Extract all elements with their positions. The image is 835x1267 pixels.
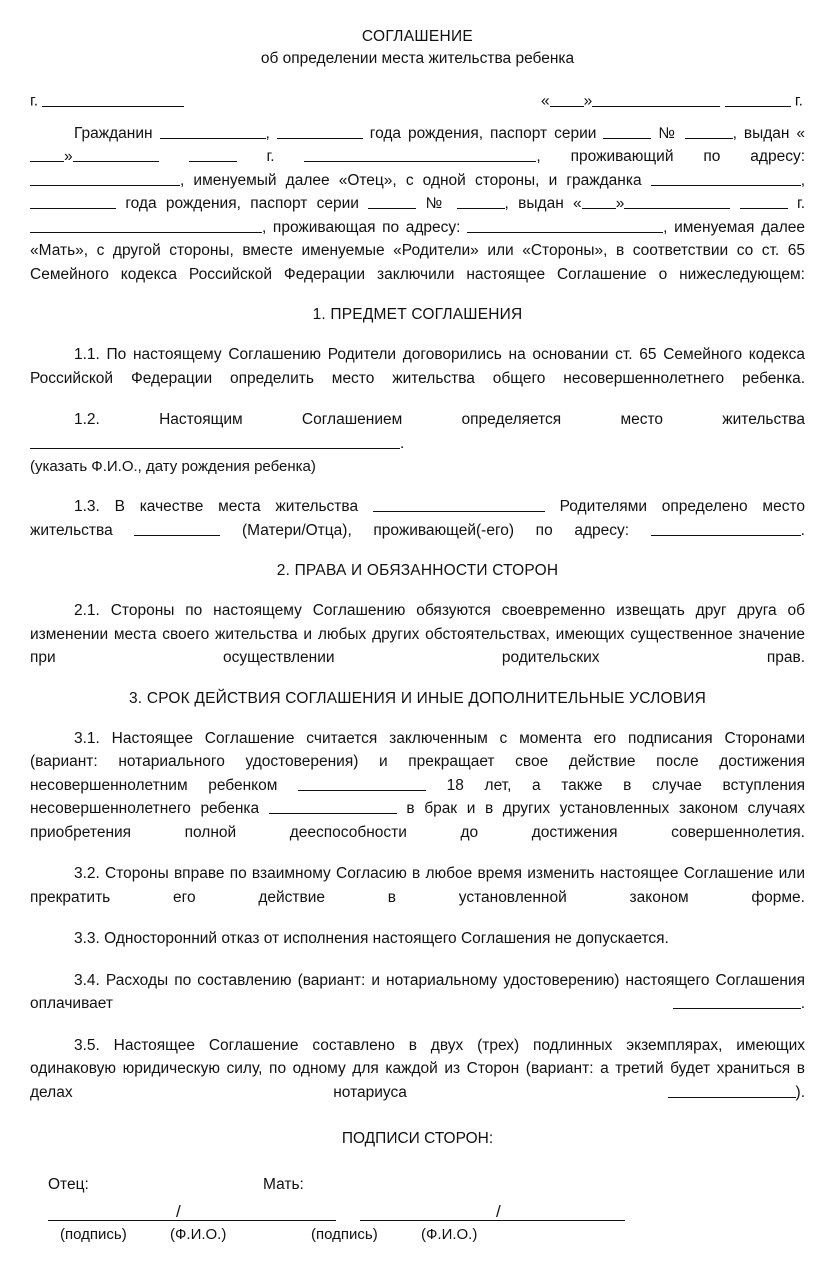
- preamble-birth-passport-label: года рождения, паспорт серии: [369, 124, 597, 142]
- father-issue-year-blank[interactable]: [189, 147, 237, 163]
- preamble-issued-label-2: , выдан «: [504, 195, 582, 213]
- preamble-birth-passport-label-2: года рождения, паспорт серии: [125, 195, 359, 213]
- mother-passport-series-blank[interactable]: [368, 194, 416, 210]
- signature-block: [30, 1175, 805, 1267]
- clause-3-1-text-b: 18 лет, а также в случае вступления несовершеннолетнего ребенка: [30, 776, 806, 818]
- clause-1-3-text-c: (Матери/Отца), проживающей(-его) по адресу:: [241, 521, 630, 539]
- father-birthyear-blank[interactable]: [277, 123, 363, 139]
- preamble-grazhdanin-label: Гражданин: [74, 124, 153, 142]
- clause-1-2: [30, 408, 805, 432]
- father-passport-issuer-blank[interactable]: [304, 147, 536, 163]
- clause-3-3: 3.3. Односторонний отказ от исполнения настоящего Соглашения не допускается.: [74, 930, 669, 948]
- preamble-issued-label-1: , выдан: [732, 124, 790, 142]
- clause-3-4-period: .: [800, 995, 805, 1013]
- preamble-closing-text: именуемая далее «Мать», с другой стороны, вместе именуемые «Родители» или «Стороны», в соответствии со ст. 65 Семейного кодекса Российской Федерации заключили настоящее Соглашение о нижеследующем:: [30, 218, 806, 283]
- notary-blank[interactable]: [668, 1082, 796, 1098]
- clause-1-3-period: .: [800, 521, 805, 539]
- date-day-blank[interactable]: [550, 91, 584, 107]
- father-signature-slash: /: [176, 1202, 181, 1222]
- clause-3-1-text-a: 3.1. Настоящее Соглашение считается заключенным с момента его подписания Сторонами (вариант: нотариального удостоверения) и прекращает свое действие после достижения несовершеннолетним ребенком: [30, 729, 805, 794]
- clause-1-3: [30, 495, 805, 542]
- clause-3-1-text-c: в брак и в других установленных законом случаях приобретения полной дееспособности до достижения совершеннолетия.: [30, 800, 806, 841]
- father-passport-series-blank[interactable]: [603, 123, 651, 139]
- date-month-blank[interactable]: [592, 91, 720, 107]
- father-issue-day-blank[interactable]: [30, 147, 64, 163]
- child-fullname-blank[interactable]: [30, 433, 400, 449]
- clause-3-4: [30, 969, 805, 1016]
- date-close-quote: »: [583, 92, 593, 110]
- residence-parent-blank[interactable]: [134, 520, 220, 536]
- section-heading-2: 2. ПРАВА И ОБЯЗАННОСТИ СТОРОН: [276, 562, 559, 580]
- father-role-label: Отец:: [48, 1176, 89, 1194]
- mother-address-blank[interactable]: [467, 217, 663, 233]
- clause-1-3-text-b: Родителями определено место жительства: [30, 498, 805, 539]
- child-age-blank-1[interactable]: [298, 775, 426, 791]
- clause-3-5-text: 3.5. Настоящее Соглашение составлено в двух (трех) подлинных экземплярах, имеющих одинаковую юридическую силу, по одному для каждой из Сторон (вариант: а третий будет храниться в делах нотариуса: [30, 1036, 805, 1101]
- clause-2-1: 2.1. Стороны по настоящему Соглашению обязуются своевременно извещать друг друга об изменении места своего жительства и любых других обстоятельствах, имеющих существенное значение при осуществлении родительских прав.: [30, 602, 805, 667]
- preamble-comma-1: ,: [265, 124, 270, 142]
- preamble-year-suffix-2: г.: [796, 195, 806, 213]
- child-age-blank-2[interactable]: [269, 799, 397, 815]
- mother-issue-year-blank[interactable]: [740, 194, 788, 210]
- preamble-number-sign-1: №: [658, 124, 678, 142]
- father-address-blank[interactable]: [30, 170, 180, 186]
- father-signature-line[interactable]: [48, 1220, 336, 1221]
- preamble-comma-3: ,: [663, 218, 668, 236]
- mother-passport-number-blank[interactable]: [457, 194, 505, 210]
- clause-1-2-text: 1.2. Настоящим Соглашением определяется место жительства: [74, 411, 805, 429]
- mother-issue-day-blank[interactable]: [582, 194, 616, 210]
- clause-3-2: 3.2. Стороны вправе по взаимному Согласию в любое время изменить настоящее Соглашение или прекратить его действие в установленной законом форме.: [30, 865, 805, 906]
- date-field: [541, 91, 805, 112]
- city-date-row: [30, 91, 805, 112]
- mother-issue-month-blank[interactable]: [624, 194, 730, 210]
- preamble-residing-label-1: , проживающий по адресу:: [536, 148, 806, 166]
- clause-3-5-close: ).: [795, 1083, 806, 1101]
- expenses-payer-blank[interactable]: [673, 994, 801, 1010]
- clause-1-3-text-a: 1.3. В качестве места жительства: [74, 498, 359, 516]
- date-open-quote: «: [541, 92, 550, 110]
- mother-signature-caption: (подпись): [311, 1226, 378, 1244]
- clause-3-1: [30, 727, 805, 845]
- city-field: [30, 91, 184, 112]
- section-heading-3: 3. СРОК ДЕЙСТВИЯ СОГЛАШЕНИЯ И ИНЫЕ ДОПОЛНИТЕЛЬНЫЕ УСЛОВИЯ: [128, 689, 706, 707]
- preamble-close-quote-2: »: [615, 195, 625, 213]
- city-blank[interactable]: [42, 91, 184, 107]
- father-issue-month-blank[interactable]: [73, 147, 159, 163]
- mother-birthyear-blank[interactable]: [30, 194, 116, 210]
- mother-passport-issuer-blank[interactable]: [30, 217, 262, 233]
- date-year-blank[interactable]: [725, 91, 791, 107]
- clause-1-1: 1.1. По настоящему Соглашению Родители договорились на основании ст. 65 Семейного кодекса Российской Федерации определить место жительства общего несовершеннолетнего ребенка.: [30, 346, 805, 387]
- preamble-number-sign-2: №: [425, 195, 448, 213]
- preamble-close-quote-1: »: [64, 148, 73, 166]
- residence-address-blank[interactable]: [651, 520, 801, 536]
- clause-1-2-hint: (указать Ф.И.О., дату рождения ребенка): [30, 458, 316, 476]
- mother-name-blank[interactable]: [651, 170, 801, 186]
- clause-3-5: [30, 1034, 805, 1105]
- date-year-suffix: г.: [794, 92, 803, 110]
- clause-3-4-text: 3.4. Расходы по составлению (вариант: и нотариальному удостоверению) настоящего Соглашения оплачивает: [30, 971, 805, 1013]
- city-label: г.: [30, 92, 39, 110]
- father-fullname-caption: (Ф.И.О.): [170, 1226, 227, 1244]
- mother-role-label: Мать:: [263, 1176, 304, 1194]
- clause-1-2-blank-row: [30, 432, 805, 456]
- page-title: СОГЛАШЕНИЕ: [361, 28, 474, 45]
- signatures-heading: ПОДПИСИ СТОРОН:: [341, 1130, 494, 1148]
- mother-signature-slash: /: [496, 1202, 501, 1222]
- father-passport-number-blank[interactable]: [685, 123, 733, 139]
- page-subtitle: об определении места жительства ребенка: [260, 50, 575, 67]
- preamble-year-suffix-1: г.: [266, 148, 275, 166]
- preamble-paragraph: [30, 122, 805, 287]
- preamble-open-quote-1: «: [796, 124, 806, 142]
- father-signature-caption: (подпись): [60, 1226, 127, 1244]
- mother-fullname-caption: (Ф.И.О.): [421, 1226, 478, 1244]
- father-name-blank[interactable]: [160, 123, 266, 139]
- preamble-residing-label-2: , проживающая по адресу:: [262, 218, 461, 236]
- preamble-comma-2: ,: [800, 171, 805, 189]
- section-heading-1: 1. ПРЕДМЕТ СОГЛАШЕНИЯ: [312, 306, 523, 324]
- mother-signature-line[interactable]: [360, 1220, 625, 1221]
- residence-place-blank[interactable]: [373, 497, 545, 513]
- clause-1-2-period: .: [400, 434, 405, 452]
- preamble-father-designation: , именуемый далее «Отец», с одной стороны, и гражданка: [180, 171, 642, 189]
